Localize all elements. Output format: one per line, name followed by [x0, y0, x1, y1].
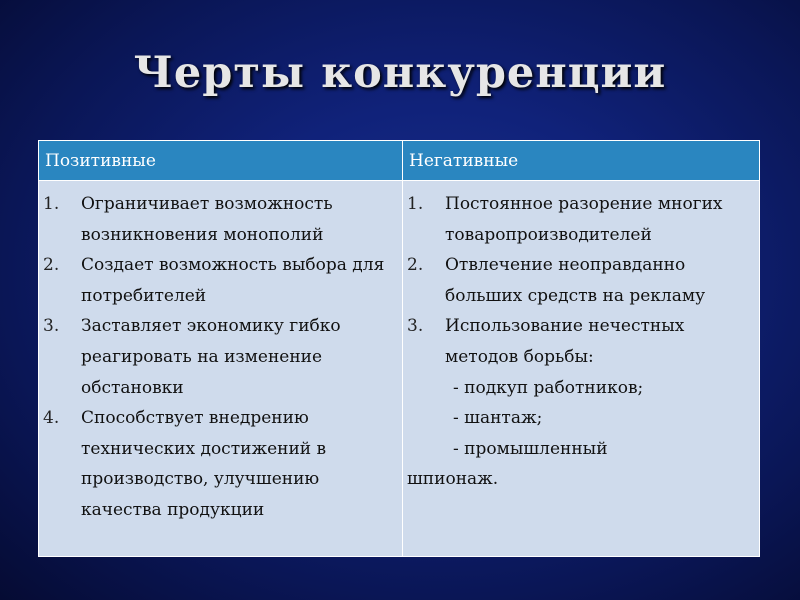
sub-item: [407, 434, 755, 465]
list-text: Использование нечестных методов борьбы:: [445, 316, 685, 367]
list-item: [407, 311, 755, 372]
sub-item: [407, 373, 755, 404]
list-item: [43, 189, 398, 250]
sub-item-continuation: шпионаж.: [407, 469, 499, 490]
list-number: 1.: [43, 194, 60, 214]
sub-item-text: - подкуп работников;: [453, 377, 644, 398]
list-item: [43, 311, 398, 403]
slide-title: Черты конкуренции: [133, 48, 667, 98]
list-text: Постоянное разорение многих товаропроизводителей: [445, 194, 723, 245]
list-item: [407, 189, 755, 250]
list-text: Способствует внедрению технических достижений в производство, улучшению качества продукции: [81, 408, 327, 520]
positive-column: [39, 181, 403, 556]
list-number: 1.: [407, 194, 424, 214]
negative-column: [403, 181, 759, 556]
list-item: [43, 403, 398, 525]
list-number: 2.: [43, 255, 60, 276]
list-text: Заставляет экономику гибко реагировать на изменение обстановки: [81, 316, 341, 398]
list-number: 2.: [407, 255, 424, 276]
positive-list: [43, 189, 398, 526]
sub-item: [407, 403, 755, 434]
list-number: 3.: [407, 316, 424, 337]
list-number: 4.: [43, 408, 60, 429]
sub-item-text: - шантаж;: [453, 408, 543, 429]
list-text: Создает возможность выбора для потребителей: [81, 255, 385, 306]
negative-list: [407, 189, 755, 373]
list-item: [43, 250, 398, 311]
header-positive: Позитивные: [39, 141, 403, 180]
table-body-row: [39, 181, 759, 556]
list-text: Отвлечение неоправданно больших средств на рекламу: [445, 255, 706, 306]
header-negative: Негативные: [409, 151, 519, 171]
list-item: [407, 250, 755, 311]
list-text: Ограничивает возможность возникновения монополий: [81, 194, 333, 245]
competition-table: [38, 140, 760, 557]
sub-item-text: - промышленный: [453, 438, 608, 459]
list-number: 3.: [43, 316, 60, 337]
table-header-row: [39, 141, 759, 181]
